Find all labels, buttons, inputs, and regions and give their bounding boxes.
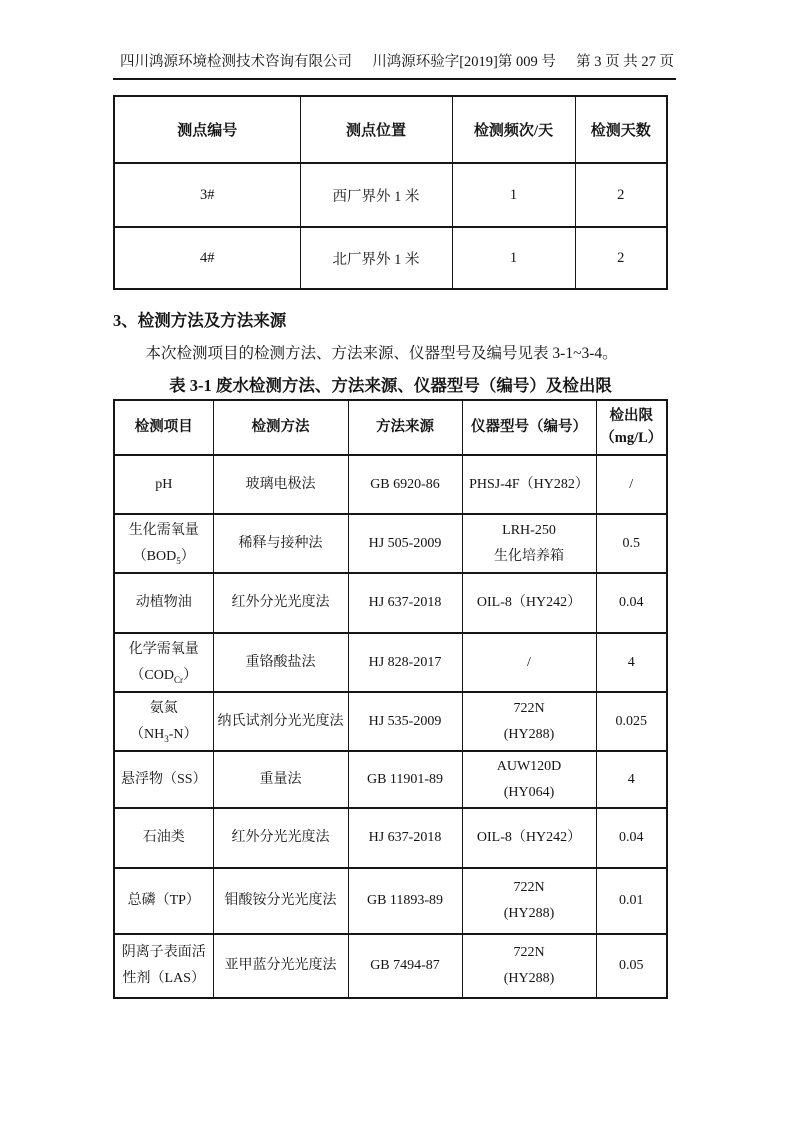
item-pre: （BOD	[132, 548, 177, 564]
instrument-line2: (HY288)	[503, 726, 555, 742]
col-header-frequency: 检测频次/天	[452, 96, 575, 163]
cell-limit: 0.01	[596, 868, 667, 934]
cell-limit: 0.04	[596, 808, 667, 868]
item-line2	[117, 722, 211, 748]
cell-source: GB 11893-89	[348, 868, 462, 934]
section-heading: 3、检测方法及方法来源	[113, 311, 287, 330]
item-post: ）	[180, 548, 195, 564]
cell-limit: /	[596, 455, 667, 514]
cell-point-id: 4#	[114, 227, 300, 289]
cell-instrument	[462, 934, 596, 998]
cell-source: GB 6920-86	[348, 455, 462, 514]
cell-source: HJ 505-2009	[348, 514, 462, 573]
cell-item	[114, 514, 213, 573]
cell-limit: 0.05	[596, 934, 667, 998]
table-header-row	[114, 400, 667, 455]
cell-item: pH	[114, 455, 213, 514]
item-subscript: 3	[164, 733, 169, 744]
cell-instrument: OIL-8（HY242）	[462, 573, 596, 633]
instrument-line1: 722N	[513, 700, 545, 716]
instrument-line2: (HY064)	[503, 784, 555, 800]
cell-limit: 4	[596, 633, 667, 692]
col-header-limit	[596, 400, 667, 455]
cell-limit: 0.025	[596, 692, 667, 751]
cell-point-location: 北厂界外 1 米	[300, 227, 452, 289]
cell-frequency: 1	[452, 163, 575, 227]
item-line1: 化学需氧量	[128, 641, 199, 657]
cell-instrument	[462, 751, 596, 808]
cell-method: 纳氏试剂分光光度法	[213, 692, 348, 751]
cell-source: HJ 637-2018	[348, 573, 462, 633]
col-header-instrument: 仪器型号（编号）	[462, 400, 596, 455]
table-row	[114, 633, 667, 692]
cell-method: 钼酸铵分光光度法	[213, 868, 348, 934]
instrument-line1: 722N	[513, 880, 545, 896]
cell-point-id: 3#	[114, 163, 300, 227]
table-row	[114, 455, 667, 514]
page-number-info: 第 3 页 共 27 页	[576, 54, 674, 70]
cell-instrument	[462, 868, 596, 934]
wastewater-methods-table	[113, 399, 668, 999]
cell-item: 阴离子表面活性剂（LAS）	[114, 934, 213, 998]
cell-item	[114, 692, 213, 751]
col-header-item: 检测项目	[114, 400, 213, 455]
item-line1: 生化需氧量	[128, 522, 199, 538]
table-row	[114, 808, 667, 868]
cell-instrument	[462, 692, 596, 751]
item-post: -N）	[168, 726, 198, 742]
col-header-days: 检测天数	[575, 96, 667, 163]
cell-source: HJ 637-2018	[348, 808, 462, 868]
cell-item: 总磷（TP）	[114, 868, 213, 934]
cell-days: 2	[575, 163, 667, 227]
cell-method: 亚甲蓝分光光度法	[213, 934, 348, 998]
instrument-line1: LRH-250	[502, 522, 556, 538]
item-subscript: Cr	[173, 674, 184, 685]
item-line2	[117, 544, 211, 570]
cell-instrument	[462, 514, 596, 573]
cell-method: 红外分光光度法	[213, 808, 348, 868]
table-title: 表 3-1 废水检测方法、方法来源、仪器型号（编号）及检出限	[169, 376, 612, 395]
table-row	[114, 868, 667, 934]
instrument-line1: AUW120D	[496, 758, 562, 774]
cell-instrument: /	[462, 633, 596, 692]
cell-method: 重量法	[213, 751, 348, 808]
instrument-line2: 生化培养箱	[494, 548, 564, 564]
item-pre: （NH	[129, 726, 165, 742]
col-header-source: 方法来源	[348, 400, 462, 455]
document-number: 川鸿源环验字[2019]第 009 号	[372, 54, 556, 70]
monitoring-points-table	[113, 95, 668, 290]
cell-days: 2	[575, 227, 667, 289]
cell-point-location: 西厂界外 1 米	[300, 163, 452, 227]
cell-item	[114, 633, 213, 692]
table-row	[114, 163, 667, 227]
company-name: 四川鸿源环境检测技术咨询有限公司	[120, 54, 352, 70]
item-post: ）	[183, 667, 198, 683]
table-row	[114, 934, 667, 998]
cell-method: 稀释与接种法	[213, 514, 348, 573]
cell-limit: 0.5	[596, 514, 667, 573]
item-line1: 氨氮	[149, 700, 178, 716]
table-row	[114, 692, 667, 751]
col-header-point-location: 测点位置	[300, 96, 452, 163]
limit-header-line1: 检出限	[609, 407, 653, 424]
table-row	[114, 514, 667, 573]
item-line2	[117, 663, 211, 689]
instrument-line1: 722N	[513, 945, 545, 961]
cell-limit: 0.04	[596, 573, 667, 633]
cell-instrument: OIL-8（HY242）	[462, 808, 596, 868]
cell-source: HJ 828-2017	[348, 633, 462, 692]
cell-item: 石油类	[114, 808, 213, 868]
cell-frequency: 1	[452, 227, 575, 289]
cell-item: 悬浮物（SS）	[114, 751, 213, 808]
item-subscript: 5	[176, 555, 181, 566]
table-row	[114, 573, 667, 633]
cell-method: 红外分光光度法	[213, 573, 348, 633]
cell-item: 动植物油	[114, 573, 213, 633]
table-header-row	[114, 96, 667, 163]
cell-method: 重铬酸盐法	[213, 633, 348, 692]
cell-source: GB 11901-89	[348, 751, 462, 808]
cell-instrument: PHSJ-4F（HY282）	[462, 455, 596, 514]
col-header-method: 检测方法	[213, 400, 348, 455]
cell-source: GB 7494-87	[348, 934, 462, 998]
instrument-line2: (HY288)	[503, 906, 555, 921]
limit-header-line2: （mg/L）	[600, 429, 663, 446]
table-row	[114, 751, 667, 808]
col-header-point-id: 测点编号	[114, 96, 300, 163]
cell-source: HJ 535-2009	[348, 692, 462, 751]
page-header	[113, 50, 676, 80]
section-paragraph: 本次检测项目的检测方法、方法来源、仪器型号及编号见表 3-1~3-4。	[145, 345, 618, 362]
cell-method: 玻璃电极法	[213, 455, 348, 514]
item-pre: （COD	[130, 667, 174, 683]
instrument-line2: (HY288)	[503, 971, 555, 986]
table-row	[114, 227, 667, 289]
cell-limit: 4	[596, 751, 667, 808]
